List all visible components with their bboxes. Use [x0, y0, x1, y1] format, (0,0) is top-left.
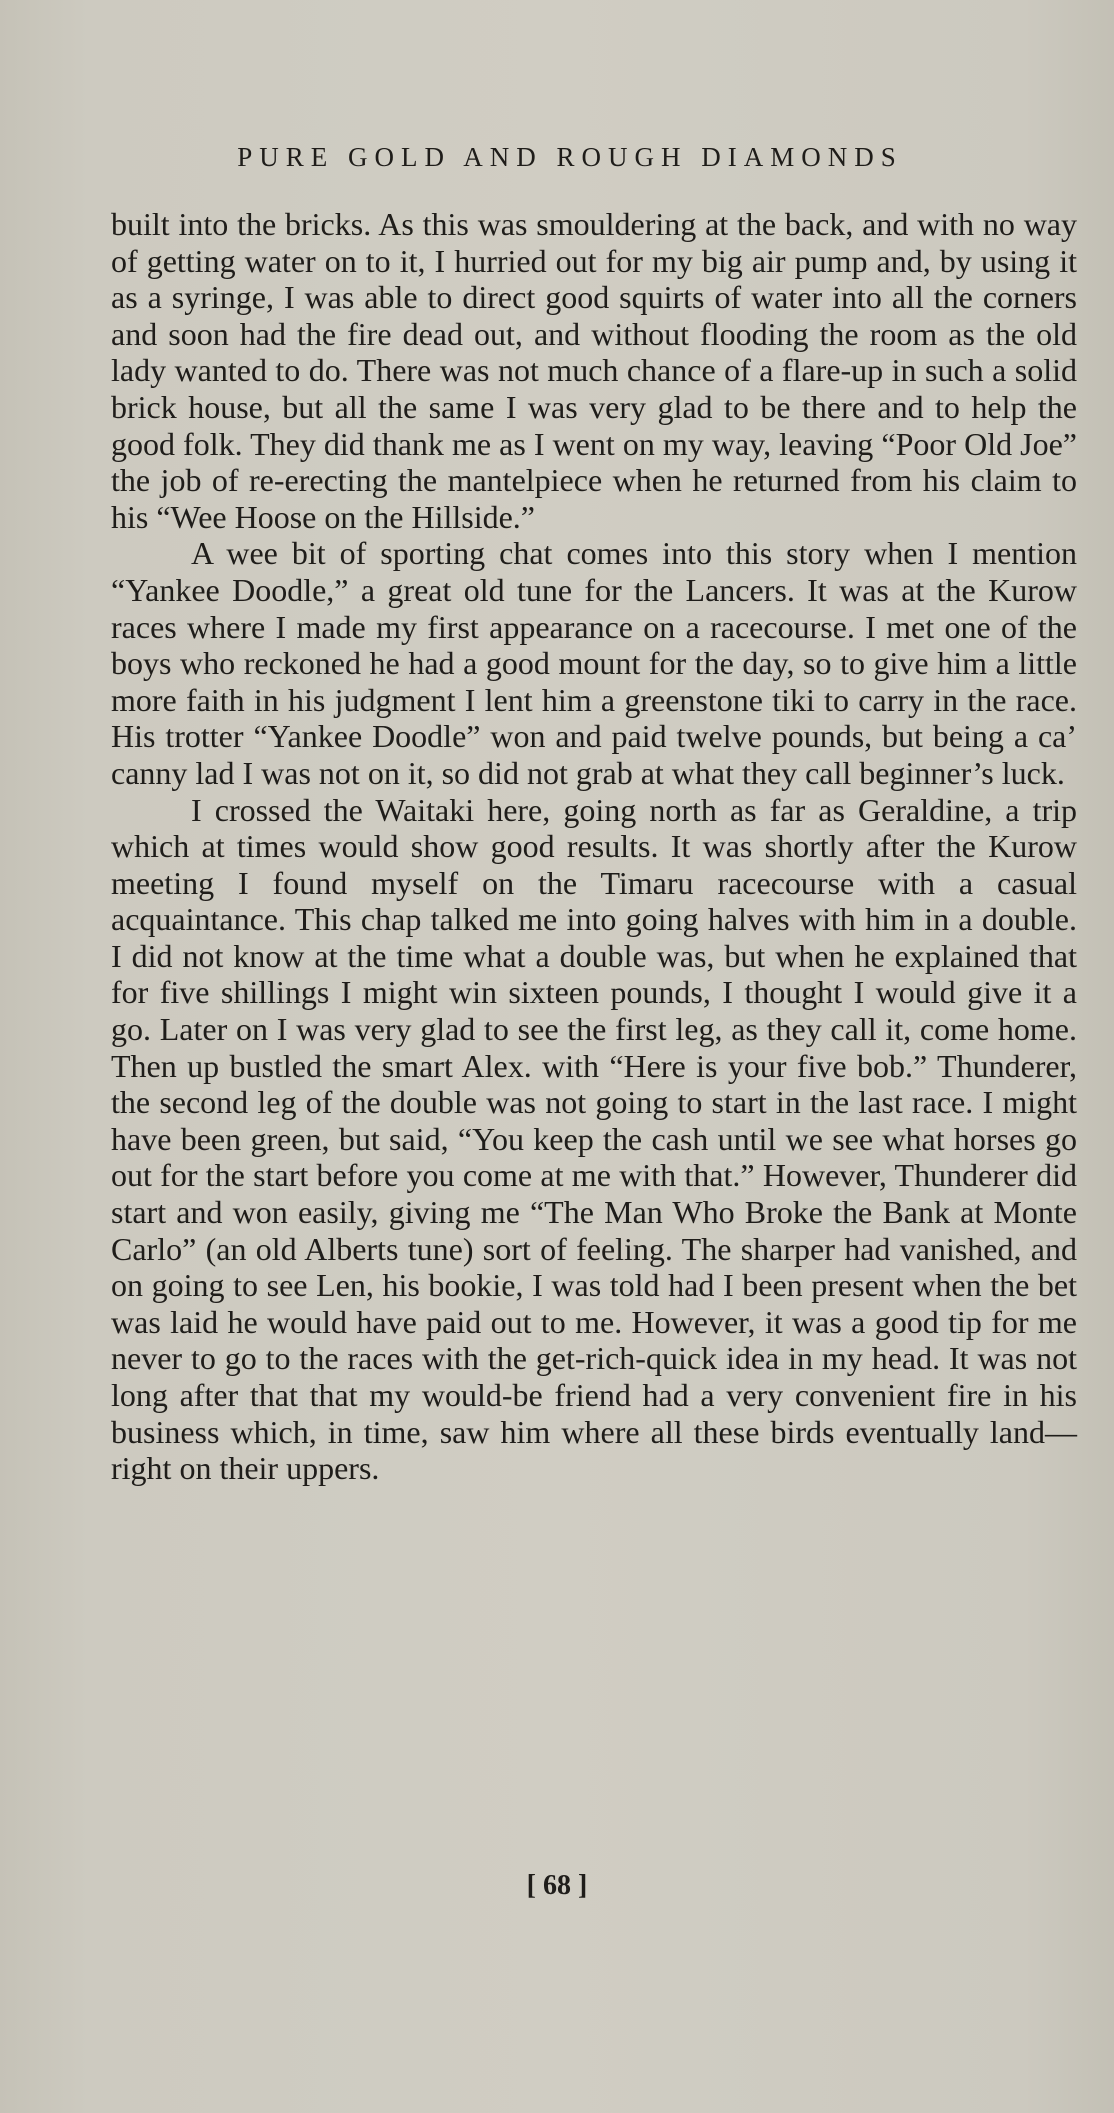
paragraph-2: A wee bit of sporting chat comes into this story when I mention “Yankee Doodle,” a great old tune for the Lancers. It was at the Kurow races where I made my first appearance on a racecourse. I met one of the boys who reckoned he had a good mount for the day, so to give him a little more faith in his judgment I lent him a greenstone tiki to carry in the race. His trotter “Yankee Doodle” won and paid twelve pounds, but being a ca’ canny lad I was not on it, so did not grab at what they call beginner’s luck.	[111, 535, 1077, 791]
body-text	[111, 206, 1077, 1487]
paragraph-3: I crossed the Waitaki here, going north as far as Geraldine, a trip which at times would show good results. It was shortly after the Kurow meeting I found myself on the Timaru racecourse with a casual acquaintance. This chap talked me into going halves with him in a double. I did not know at the time what a double was, but when he explained that for five shillings I might win sixteen pounds, I thought I would give it a go. Later on I was very glad to see the first leg, as they call it, come home. Then up bustled the smart Alex. with “Here is your five bob.” Thunderer, the second leg of the double was not going to start in the last race. I might have been green, but said, “You keep the cash until we see what horses go out for the start before you come at me with that.” However, Thunderer did start and won easily, giving me “The Man Who Broke the Bank at Monte Carlo” (an old Alberts tune) sort of feeling. The sharper had vanished, and on going to see Len, his bookie, I was told had I been present when the bet was laid he would have paid out to me. However, it was a good tip for me never to go to the races with the get-rich-quick idea in my head. It was not long after that that my would-be friend had a very convenient fire in his business which, in time, saw him where all these birds eventually land—right on their uppers.	[111, 791, 1077, 1487]
paragraph-1: built into the bricks. As this was smouldering at the back, and with no way of getting water on to it, I hurried out for my big air pump and, by using it as a syringe, I was able to direct good squirts of water into all the corners and soon had the fire dead out, and without flooding the room as the old lady wanted to do. There was not much chance of a flare-up in such a solid brick house, but all the same I was very glad to be there and to help the good folk. They did thank me as I went on my way, leaving “Poor Old Joe” the job of re-erecting the mantelpiece when he returned from his claim to his “Wee Hoose on the Hillside.”	[111, 206, 1077, 535]
running-head: PURE GOLD AND ROUGH DIAMONDS	[237, 142, 903, 172]
page-number: [ 68 ]	[526, 1870, 588, 1901]
